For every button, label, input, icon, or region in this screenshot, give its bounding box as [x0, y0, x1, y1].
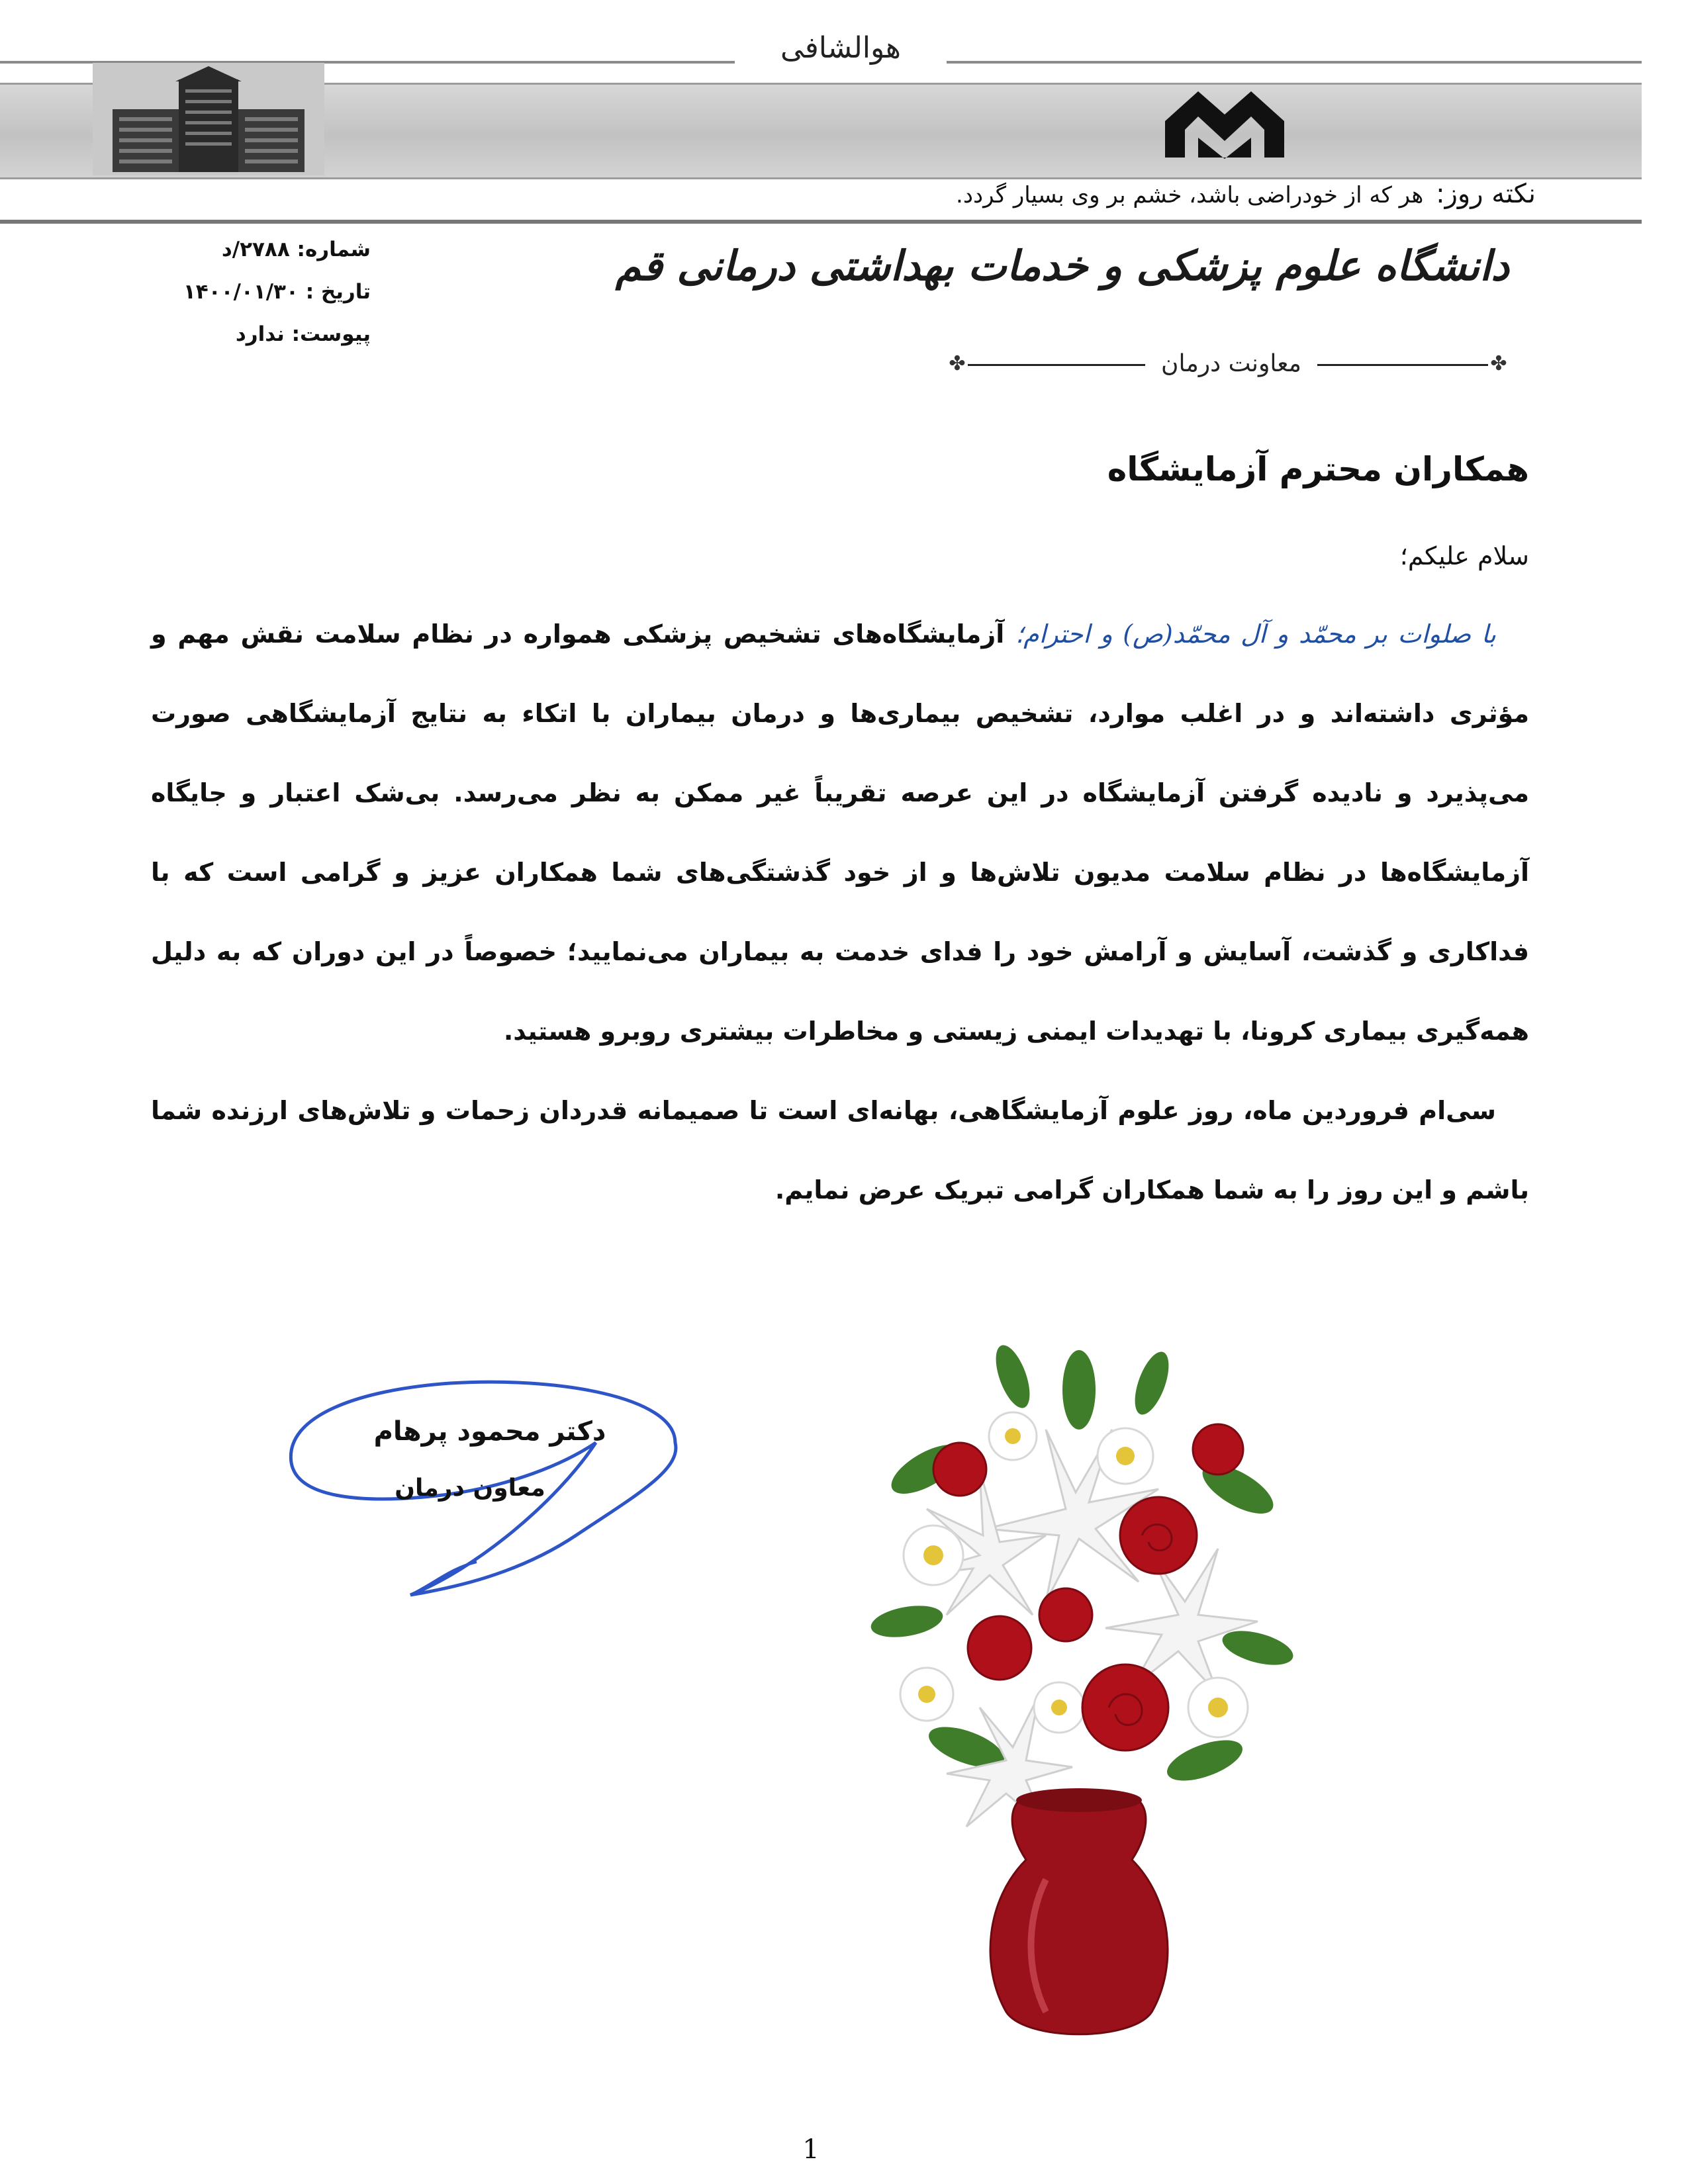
tip-text: هر که از خودراضی باشد، خشم بر وی بسیار گردد. [956, 182, 1424, 208]
university-name-calligraphy: دانشگاه علوم پزشکی و خدمات بهداشتی درمانی قم [615, 242, 1509, 290]
letter-date: تاریخ : ۱۴۰۰/۰۱/۳۰ [183, 280, 371, 304]
letter-number: شماره: ۲۷۸۸/د [221, 238, 371, 261]
letter-paragraph-2: سی‌ام فروردین ماه، روز علوم آزمایشگاهی، بهانه‌ای است تا صمیمانه قدردان زحمات و تلاش‌های ارزنده شما باشم و این روز را به شما همکاران گرامی تبریک عرض نمایم. [151, 1096, 1529, 1205]
letter-title: همکاران محترم آزمایشگاه [1107, 450, 1529, 488]
signatory-name: دکتر محمود پرهام [373, 1416, 606, 1447]
page-number: 1 [802, 2134, 820, 2165]
header-motto: هوالشافی [735, 25, 947, 71]
letter-attachment: پیوست: ندارد [235, 322, 371, 346]
flower-bouquet-image [847, 1337, 1311, 2052]
tip-label: نکته روز: [1436, 179, 1536, 209]
blessing-phrase: با صلوات بر محمّد و آل محمّد(ص) و احترام؛ [1015, 619, 1497, 649]
building-image [93, 63, 324, 175]
signatory-title: معاون درمان [395, 1475, 545, 1502]
paragraph-1-text: آزمایشگاه‌های تشخیص پزشکی همواره در نظام سلامت نقش مهم و مؤثری داشته‌اند و در اغلب موارد، تشخیص بیماری‌ها و درمان بیماران با اتکاء به نتایج آزمایشگاهی صورت می‌پذیرد و نادیده گرفتن آزمایشگاه در این عرصه تقریباً غیر ممکن به نظر می‌رسد. بی‌شک اعتبار و جایگاه آزمایشگاه‌ها در نظام سلامت مدیون تلاش‌ها و از خود گذشتگی‌های شما همکاران عزیز و گرامی است که با فداکاری و گذشت، آسایش و آرامش خود را فدای خدمت به بیماران می‌نمایید؛ خصوصاً در این دوران که به دلیل همه‌گیری بیماری کرونا، با تهدیدات ایمنی زیستی و مخاطرات بیشتری روبرو هستید. [151, 619, 1529, 1046]
header-bottom-rule [0, 220, 1642, 224]
department-row [947, 344, 1509, 384]
department-name: معاونت درمان [1145, 344, 1317, 384]
tip-of-the-day [861, 179, 1536, 218]
ornament-icon: ✤ [1488, 353, 1509, 375]
letter-paragraph-1 [151, 594, 1529, 1071]
ornament-icon: ✤ [947, 353, 968, 375]
letter-salutation: سلام علیکم؛ [1399, 541, 1529, 570]
letter-meta [119, 228, 371, 355]
university-logo-icon [1152, 85, 1297, 164]
